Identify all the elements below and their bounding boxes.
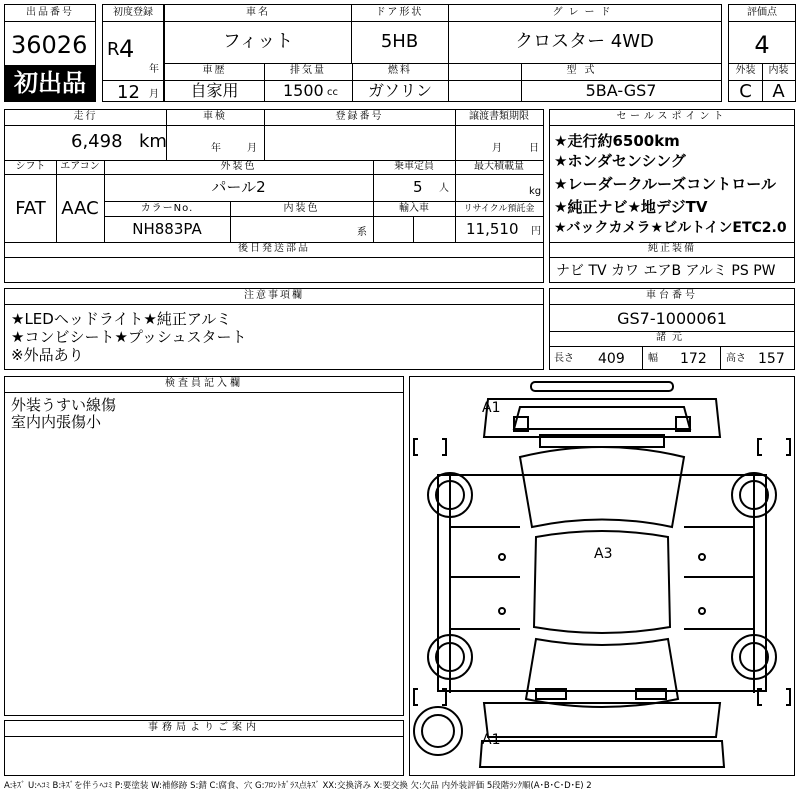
length: 409 <box>598 351 625 367</box>
chassis-label: 車台番号 <box>646 290 698 301</box>
inspector-line-1: 外装うすい線傷 <box>11 396 117 414</box>
import-label: 輸入車 <box>399 203 429 214</box>
height: 157 <box>758 351 785 367</box>
caution-block <box>4 288 544 370</box>
fuel-label: 燃料 <box>388 65 412 76</box>
first-reg-cell <box>102 4 164 102</box>
mileage: 6,498 <box>71 131 123 152</box>
displacement-label: 排気量 <box>290 65 326 76</box>
equipment-list: ナビ TV カワ エアB アルミ PS PW <box>556 263 776 279</box>
model-code: 5BA-GS7 <box>585 81 657 100</box>
sales-point-5: ★バックカメラ★ビルトインETC2.0 <box>554 220 787 236</box>
width-label: 幅 <box>648 353 658 364</box>
chassis-block <box>549 288 795 370</box>
door-label: ドア形状 <box>375 7 424 18</box>
sales-point-2: ★ホンダセンシング <box>554 152 686 170</box>
first-listing-badge: 初出品 <box>5 65 95 101</box>
inspector-line-2: 室内内張傷小 <box>11 413 102 431</box>
int-grade: A <box>772 81 785 102</box>
equip-label: 純正装備 <box>648 243 696 254</box>
history: 自家用 <box>190 81 239 100</box>
main-info-block <box>164 4 722 102</box>
lot-number: 36026 <box>11 31 88 59</box>
transfer-month: 月 <box>492 143 502 154</box>
displacement: 1500 <box>283 81 324 100</box>
recycle-label: リサイクル預託金 <box>463 204 535 214</box>
month-unit: 月 <box>149 89 159 100</box>
year-unit: 年 <box>149 64 159 75</box>
history-label: 車歴 <box>202 65 227 76</box>
color-no: NH883PA <box>132 220 202 238</box>
int-label: 内装 <box>768 65 789 76</box>
chassis-number: GS7-1000061 <box>617 309 727 328</box>
car-diagram-svg <box>410 377 794 775</box>
grade-label: グレード <box>552 7 617 18</box>
caution-line-2: ★コンビシート★プッシュスタート <box>11 328 247 346</box>
caution-line-3: ※外品あり <box>11 346 84 364</box>
caution-label: 注意事項欄 <box>244 290 304 301</box>
sales-point-3: ★レーダークルーズコントロール <box>554 175 776 193</box>
load-unit: kg <box>529 186 542 197</box>
car-name: フィット <box>222 31 294 52</box>
score-label: 評価点 <box>747 7 777 18</box>
width: 172 <box>680 351 707 367</box>
score: 4 <box>754 31 770 59</box>
color: パール2 <box>211 178 266 196</box>
height-label: 高さ <box>726 353 746 364</box>
interior-color-label: 内装色 <box>283 203 320 214</box>
later-parts-label: 後日発送部品 <box>238 243 310 254</box>
sales-point-4: ★純正ナビ★地デジTV <box>554 198 708 216</box>
reg-year: 4 <box>119 35 135 63</box>
displacement-unit: cc <box>327 87 338 98</box>
model-label: 型式 <box>566 65 603 76</box>
car-name-label: 車名 <box>246 7 270 18</box>
capacity-label: 乗車定員 <box>394 161 434 172</box>
transfer-label: 譲渡書類期限 <box>469 111 529 122</box>
shift-label: シフト <box>15 161 46 172</box>
details-block <box>4 109 544 283</box>
color-no-label: カラーNo. <box>140 203 194 214</box>
grade: クロスター 4WD <box>515 31 654 52</box>
mileage-unit: km <box>139 131 167 152</box>
ext-label: 外装 <box>735 65 756 76</box>
damage-mark-rear: A1 <box>482 732 501 748</box>
plate-label: 登録番号 <box>335 111 384 122</box>
inspector-label: 検査員記入欄 <box>165 378 243 389</box>
sales-label: セールスポイント <box>616 111 728 122</box>
score-cell <box>728 4 796 102</box>
caution-line-1: ★LEDヘッドライト★純正アルミ <box>11 310 232 328</box>
door-type: 5HB <box>380 31 419 52</box>
capacity: 5 <box>413 178 423 196</box>
first-reg-label: 初度登録 <box>113 7 153 18</box>
reg-month: 12 <box>117 82 140 103</box>
transfer-day: 日 <box>529 143 539 154</box>
fuel: ガソリン <box>367 81 432 100</box>
damage-mark-front: A1 <box>482 400 501 416</box>
sales-point-1: ★走行約6500km <box>554 132 680 150</box>
lot-label: 出品番号 <box>26 7 74 18</box>
office-label: 事務局よりご案内 <box>148 722 260 733</box>
damage-mark-roof: A3 <box>594 546 613 562</box>
color-label: 外装色 <box>220 161 257 172</box>
ac-label: エアコン <box>60 161 100 172</box>
recycle-unit: 円 <box>531 226 541 237</box>
era: R <box>107 39 120 60</box>
car-diagram <box>409 376 795 776</box>
ac: AAC <box>61 198 99 219</box>
mileage-label: 走行 <box>73 111 98 122</box>
load-label: 最大積載量 <box>474 161 524 172</box>
shift: FAT <box>15 198 46 219</box>
legend: A:ｷｽﾞ U:ﾍｺﾐ B:ｷｽﾞを伴うﾍｺﾐ P:要塗装 W:補修跡 S:錆 C:腐食、穴 G:ﾌﾛﾝﾄｶﾞﾗｽ点ｷｽﾞ XX:交換済み X:要交換 欠:欠品 内外装評価 5段階ﾗﾝｸ順(A･B･C･D･E) 2 <box>4 781 592 791</box>
inspection-label: 車検 <box>203 111 227 122</box>
recycle-fee: 11,510 <box>466 220 519 238</box>
interior-color-unit: 系 <box>357 227 367 238</box>
ext-grade: C <box>739 81 752 102</box>
capacity-unit: 人 <box>439 183 449 194</box>
inspection-month-unit: 月 <box>247 143 257 154</box>
sales-points-block <box>549 109 795 283</box>
office-block <box>4 720 404 776</box>
inspection-year-unit: 年 <box>211 143 221 154</box>
spec-label: 諸元 <box>656 332 688 343</box>
inspector-block <box>4 376 404 716</box>
length-label: 長さ <box>554 353 574 364</box>
